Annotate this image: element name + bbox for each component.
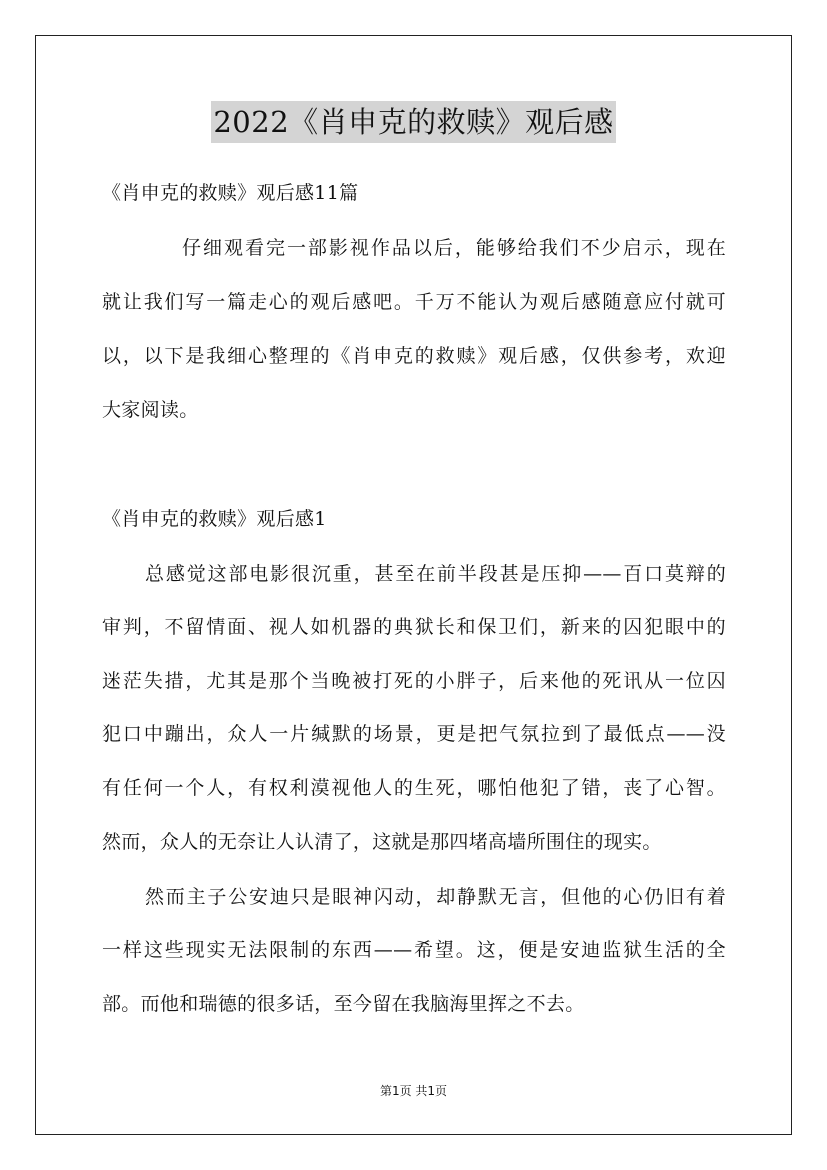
intro-line: 仔细观看完一部影视作品以后，能够给我们不少启示，现在: [182, 237, 726, 259]
paragraph-line: 总感觉这部电影很沉重，甚至在前半段甚是压抑——百口莫辩的: [145, 563, 726, 585]
paragraph-line: 迷茫失措，尤其是那个当晚被打死的小胖子，后来他的死讯从一位囚: [102, 670, 726, 692]
document-title-wrap: [0, 101, 827, 143]
paragraph-line: 审判，不留情面、视人如机器的典狱长和保卫们，新来的囚犯眼中的: [102, 616, 726, 638]
paragraph-line: 犯口中蹦出，众人一片缄默的场景，更是把气氛拉到了最低点——没: [102, 723, 726, 745]
intro-line: 以，以下是我细心整理的《肖申克的救赎》观后感，仅供参考，欢迎: [102, 345, 726, 367]
paragraph-line: 一样这些现实无法限制的东西——希望。这，便是安迪监狱生活的全: [102, 939, 726, 961]
intro-line: 大家阅读。: [102, 399, 199, 421]
paragraph-line: 然而主子公安迪只是眼神闪动，却静默无言，但他的心仍旧有着: [145, 886, 726, 908]
section-heading: 《肖申克的救赎》观后感1: [102, 508, 327, 530]
intro-line: 就让我们写一篇走心的观后感吧。千万不能认为观后感随意应付就可: [102, 291, 726, 313]
paragraph-line: 然而，众人的无奈让人认清了，这就是那四堵高墙所围住的现实。: [102, 831, 662, 853]
document-title: 2022《肖申克的救赎》观后感: [211, 101, 615, 143]
paragraph-line: 部。而他和瑞德的很多话，至今留在我脑海里挥之不去。: [102, 993, 585, 1015]
subtitle: 《肖申克的救赎》观后感11篇: [102, 182, 359, 204]
paragraph-line: 有任何一个人，有权利漠视他人的生死，哪怕他犯了错，丧了心智。: [102, 777, 726, 799]
page-footer: 第1页 共1页: [379, 1084, 448, 1098]
